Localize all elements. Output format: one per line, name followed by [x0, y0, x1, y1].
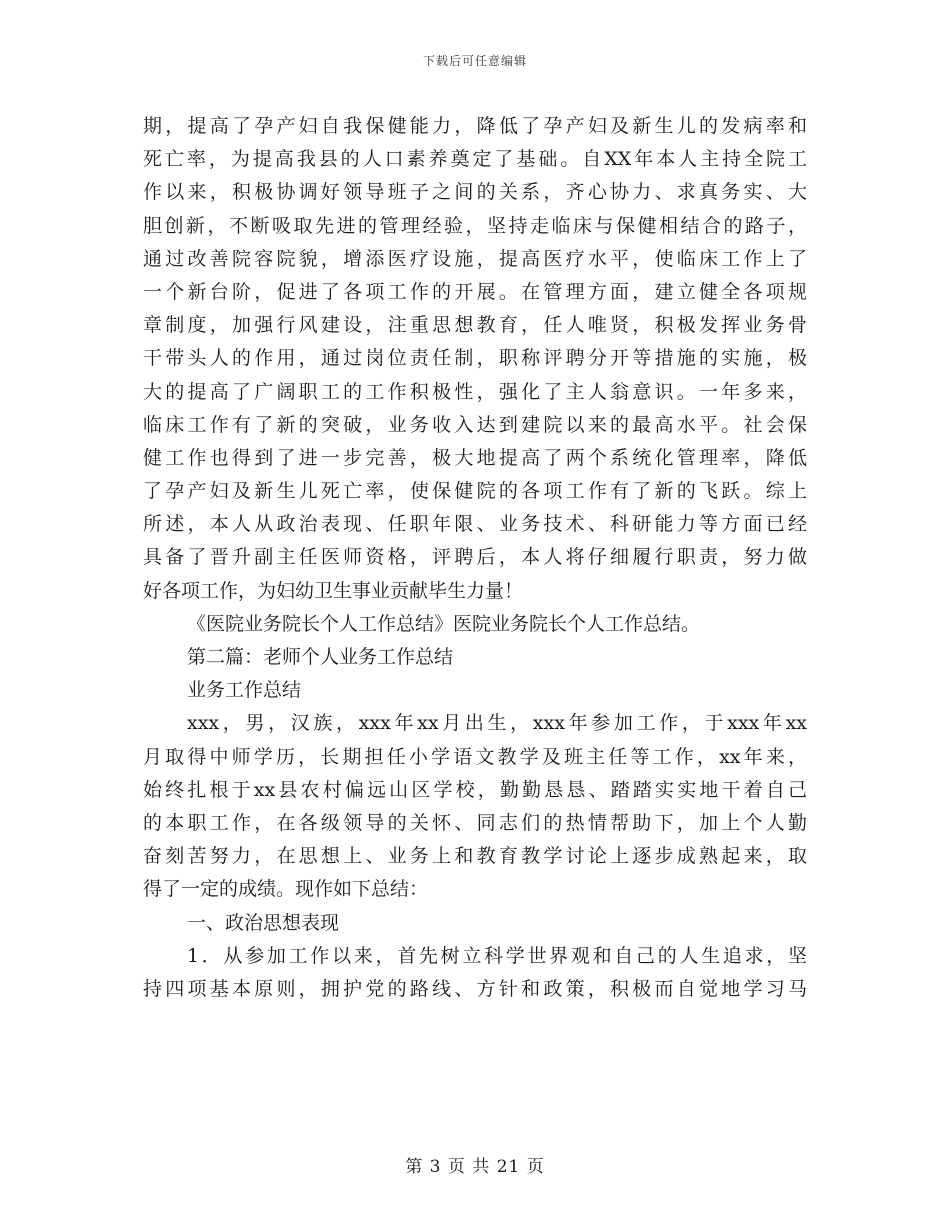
text-line: 临床工作有了新的突破，业务收入达到建院以来的最高水平。社会保: [143, 413, 807, 436]
text-line: 章制度，加强行风建设，注重思想教育，任人唯贤，积极发挥业务骨: [143, 314, 807, 337]
text-line: 一个新台阶，促进了各项工作的开展。在管理方面，建立健全各项规: [143, 280, 807, 303]
text-line: 死亡率，为提高我县的人口素养奠定了基础。自XX年本人主持全院工: [143, 148, 807, 171]
text-line: 具备了晋升副主任医师资格，评聘后，本人将仔细履行职责，努力做: [143, 546, 807, 569]
text-line: 健工作也得到了进一步完善，极大地提高了两个系统化管理率，降低: [143, 446, 807, 469]
text-line: 干带头人的作用，通过岗位责任制，职称评聘分开等措施的实施，极: [143, 347, 807, 370]
text-line: 大的提高了广阔职工的工作积极性，强化了主人翁意识。一年多来，: [143, 380, 807, 403]
text-line: 《医院业务院长个人工作总结》医院业务院长个人工作总结。: [187, 612, 701, 635]
text-line: 第二篇：老师个人业务工作总结: [187, 646, 454, 668]
text-line: 胆创新，不断吸取先进的管理经验，坚持走临床与保健相结合的路子，: [143, 214, 807, 237]
text-line: 所述，本人从政治表现、任职年限、业务技术、科研能力等方面已经: [143, 513, 807, 536]
text-line: xxx，男，汉族，xxx年xx月出生，xxx年参加工作，于xxx年xx: [187, 712, 807, 735]
text-line: 了孕产妇及新生儿死亡率，使保健院的各项工作有了新的飞跃。综上: [143, 480, 807, 503]
page-header-note: 下载后可任意编辑: [422, 54, 527, 68]
text-line: 得了一定的成绩。现作如下总结：: [143, 878, 429, 901]
text-line: 月取得中师学历，长期担任小学语文教学及班主任等工作，xx年来，: [143, 745, 807, 768]
text-line: 业务工作总结: [187, 679, 302, 702]
text-line: 好各项工作，为妇幼卫生事业贡献毕生力量！: [143, 579, 524, 602]
text-line: 的本职工作，在各级领导的关怀、同志们的热情帮助下，加上个人勤: [143, 811, 807, 834]
text-line: 作以来，积极协调好领导班子之间的关系，齐心协力、求真务实、大: [143, 181, 807, 204]
text-line: 奋刻苦努力，在思想上、业务上和教育教学讨论上逐步成熟起来，取: [143, 845, 807, 868]
text-line: 一、政治思想表现: [187, 911, 340, 934]
document-body: [143, 110, 807, 1006]
text-line: 期，提高了孕产妇自我保健能力，降低了孕产妇及新生儿的发病率和: [143, 115, 807, 137]
page-number-footer: 第 3 页 共 21 页: [405, 1157, 545, 1177]
text-line: 1．从参加工作以来，首先树立科学世界观和自己的人生追求，坚: [187, 944, 807, 967]
text-line: 始终扎根于xx县农村偏远山区学校，勤勤恳恳、踏踏实实地干着自己: [143, 778, 807, 801]
text-line: 通过改善院容院貌，增添医疗设施，提高医疗水平，使临床工作上了: [143, 247, 807, 270]
text-line: 持四项基本原则，拥护党的路线、方针和政策，积极而自觉地学习马: [143, 977, 807, 1000]
